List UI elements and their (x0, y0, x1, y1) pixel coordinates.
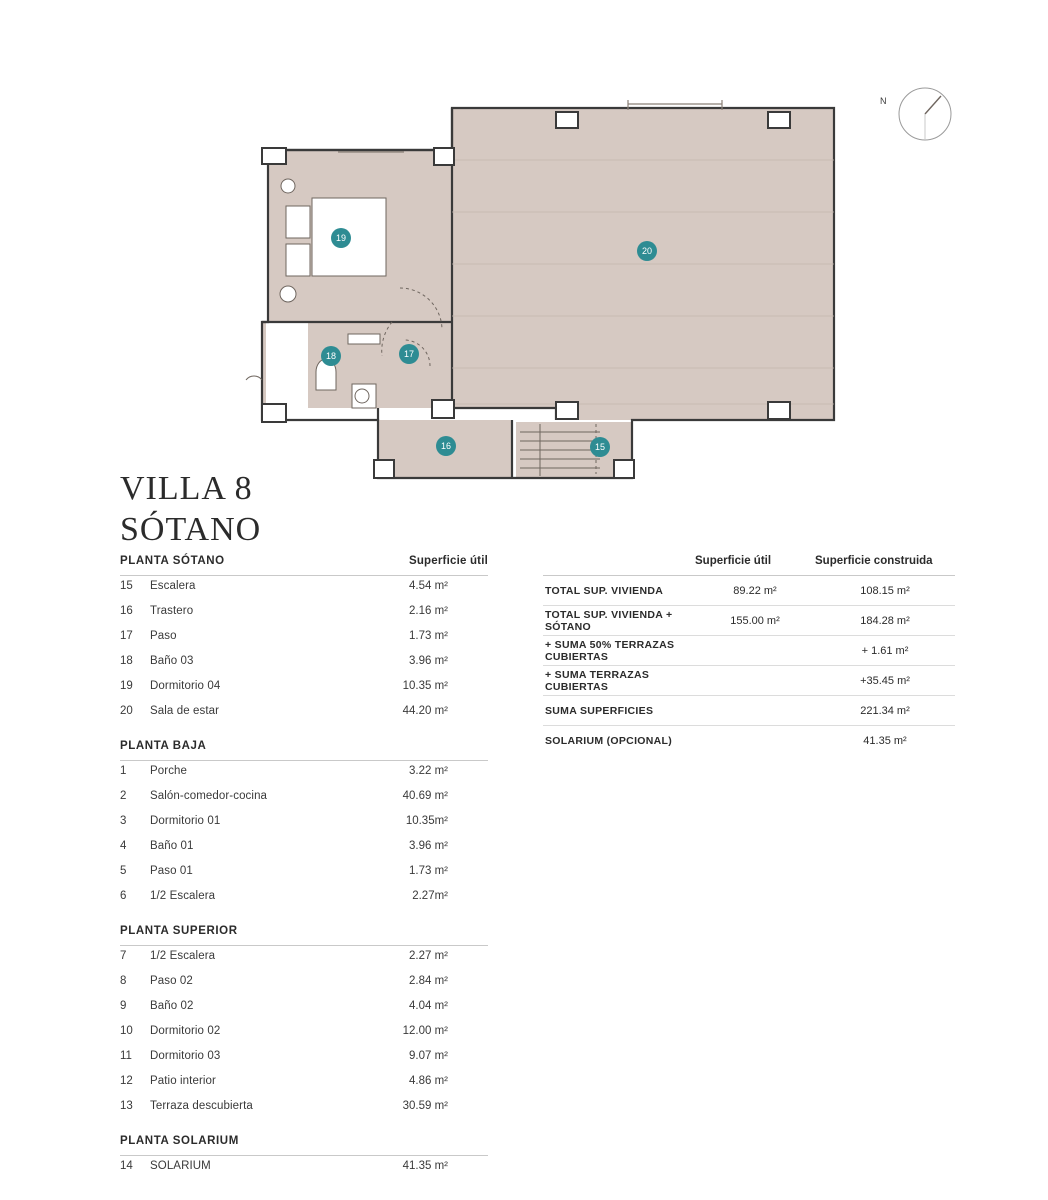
summary-row-label: TOTAL SUP. VIVIENDA + SÓTANO (545, 608, 673, 633)
table-row (120, 840, 488, 865)
row-label: Trastero (150, 605, 194, 617)
row-area: 2.27m² (412, 890, 448, 902)
room-tag-16-label: 16 (440, 441, 452, 451)
table-row (120, 950, 488, 975)
summary-row-label: SUMA SUPERFICIES (545, 704, 654, 717)
summary-row-value-construida: 41.35 m² (863, 734, 907, 747)
summary-header (543, 555, 955, 576)
summary-col1-header: Superficie útil (695, 555, 772, 567)
section-planta-baja (120, 740, 488, 915)
table-row (120, 1000, 488, 1025)
summary-row-value-construida: +35.45 m² (860, 674, 910, 687)
row-number: 18 (120, 655, 133, 667)
row-label: Porche (150, 765, 188, 777)
table-row (120, 705, 488, 730)
row-label: Baño 03 (150, 655, 194, 667)
row-area: 1.73 m² (409, 630, 448, 642)
summary-row (543, 696, 955, 726)
row-number: 9 (120, 1000, 127, 1012)
row-area: 3.96 m² (409, 655, 448, 667)
row-area: 41.35 m² (402, 1160, 448, 1172)
row-label: Patio interior (150, 1075, 216, 1087)
row-number: 13 (120, 1100, 133, 1112)
table-row (120, 790, 488, 815)
summary-row-value-construida: 221.34 m² (860, 704, 910, 717)
table-row (120, 1160, 488, 1185)
row-area: 3.22 m² (409, 765, 448, 777)
section-title: PLANTA SOLARIUM (120, 1135, 239, 1147)
row-label: Salón-comedor-cocina (150, 790, 268, 802)
summary-row-label: TOTAL SUP. VIVIENDA (545, 584, 664, 597)
row-area: 44.20 m² (402, 705, 448, 717)
section-header (120, 555, 488, 576)
row-label: Baño 01 (150, 840, 194, 852)
floor-plan (0, 0, 1048, 500)
section-title: PLANTA BAJA (120, 740, 207, 752)
row-number: 17 (120, 630, 133, 642)
table-row (120, 655, 488, 680)
table-row (120, 765, 488, 790)
row-area: 4.04 m² (409, 1000, 448, 1012)
table-row (120, 1025, 488, 1050)
row-number: 11 (120, 1050, 132, 1062)
table-row (120, 975, 488, 1000)
row-label: Escalera (150, 580, 196, 592)
row-label: Baño 02 (150, 1000, 194, 1012)
room-tag-18-label: 18 (325, 351, 337, 361)
page-title (120, 468, 540, 550)
section-subtitle: Superficie útil (408, 555, 488, 567)
title-line-2: SÓTANO (120, 511, 262, 548)
areas-table (120, 555, 488, 1195)
row-number: 15 (120, 580, 133, 592)
table-row (120, 865, 488, 890)
section-header (120, 925, 488, 946)
row-label: Terraza descubierta (150, 1100, 253, 1112)
section-title: PLANTA SUPERIOR (120, 925, 238, 937)
row-label: Dormitorio 01 (150, 815, 221, 827)
summary-col2-header: Superficie construida (815, 555, 933, 567)
row-label: Dormitorio 03 (150, 1050, 221, 1062)
title-line-1: VILLA 8 (120, 470, 253, 507)
summary-row (543, 606, 955, 636)
row-number: 12 (120, 1075, 133, 1087)
row-number: 19 (120, 680, 133, 692)
room-tag-19-label: 19 (335, 233, 347, 243)
compass-icon (880, 88, 951, 140)
row-label: 1/2 Escalera (150, 890, 216, 902)
summary-row-value-construida: 184.28 m² (860, 614, 910, 627)
summary-row (543, 726, 955, 755)
row-area: 4.54 m² (409, 580, 448, 592)
floor-fills (262, 108, 834, 478)
summary-row-label: + SUMA TERRAZAS CUBIERTAS (545, 668, 650, 693)
row-area: 10.35 m² (402, 680, 448, 692)
summary-row (543, 576, 955, 606)
section-header (120, 1135, 488, 1156)
table-row (120, 580, 488, 605)
summary-row-value-util: 155.00 m² (730, 614, 780, 627)
row-number: 2 (120, 790, 127, 802)
row-area: 4.86 m² (409, 1075, 448, 1087)
row-number: 7 (120, 950, 127, 962)
row-area: 12.00 m² (402, 1025, 448, 1037)
table-row (120, 890, 488, 915)
room-tag-17-label: 17 (403, 349, 415, 359)
compass-north-label: N (880, 96, 887, 106)
row-area: 2.16 m² (409, 605, 448, 617)
row-label: Dormitorio 04 (150, 680, 221, 692)
summary-row (543, 666, 955, 696)
row-number: 16 (120, 605, 133, 617)
section-planta-superior (120, 925, 488, 1125)
row-area: 2.84 m² (409, 975, 448, 987)
summary-row-value-util: 89.22 m² (733, 584, 777, 597)
row-number: 3 (120, 815, 127, 827)
row-label: Sala de estar (150, 705, 220, 717)
row-area: 40.69 m² (402, 790, 448, 802)
row-number: 4 (120, 840, 127, 852)
room-tag-15-label: 15 (594, 442, 606, 452)
section-planta-solarium (120, 1135, 488, 1185)
section-title: PLANTA SÓTANO (120, 555, 225, 567)
row-number: 5 (120, 865, 127, 877)
row-area: 2.27 m² (409, 950, 448, 962)
row-area: 1.73 m² (409, 865, 448, 877)
section-header (120, 740, 488, 761)
floor-plan-svg (0, 0, 1048, 500)
row-area: 9.07 m² (409, 1050, 448, 1062)
table-row (120, 1075, 488, 1100)
summary-row (543, 636, 955, 666)
table-row (120, 815, 488, 840)
table-row (120, 630, 488, 655)
summary-row-value-construida: + 1.61 m² (861, 644, 909, 657)
row-label: Dormitorio 02 (150, 1025, 221, 1037)
summary-row-label: + SUMA 50% TERRAZAS CUBIERTAS (545, 638, 675, 663)
row-label: SOLARIUM (150, 1160, 211, 1172)
section-planta-sotano (120, 555, 488, 730)
summary-table (543, 555, 955, 755)
row-number: 10 (120, 1025, 133, 1037)
table-row (120, 1100, 488, 1125)
row-area: 10.35m² (405, 815, 448, 827)
summary-row-value-construida: 108.15 m² (860, 584, 910, 597)
row-label: Paso 02 (150, 975, 193, 987)
row-area: 30.59 m² (402, 1100, 448, 1112)
table-row (120, 1050, 488, 1075)
row-number: 14 (120, 1160, 133, 1172)
row-label: 1/2 Escalera (150, 950, 216, 962)
row-label: Paso 01 (150, 865, 193, 877)
row-number: 8 (120, 975, 127, 987)
room-tag-20-label: 20 (641, 246, 653, 256)
row-area: 3.96 m² (409, 840, 448, 852)
row-number: 20 (120, 705, 133, 717)
row-label: Paso (150, 630, 177, 642)
row-number: 6 (120, 890, 127, 902)
table-row (120, 605, 488, 630)
summary-row-label: SOLARIUM (OPCIONAL) (545, 734, 673, 747)
row-number: 1 (120, 765, 127, 777)
table-row (120, 680, 488, 705)
